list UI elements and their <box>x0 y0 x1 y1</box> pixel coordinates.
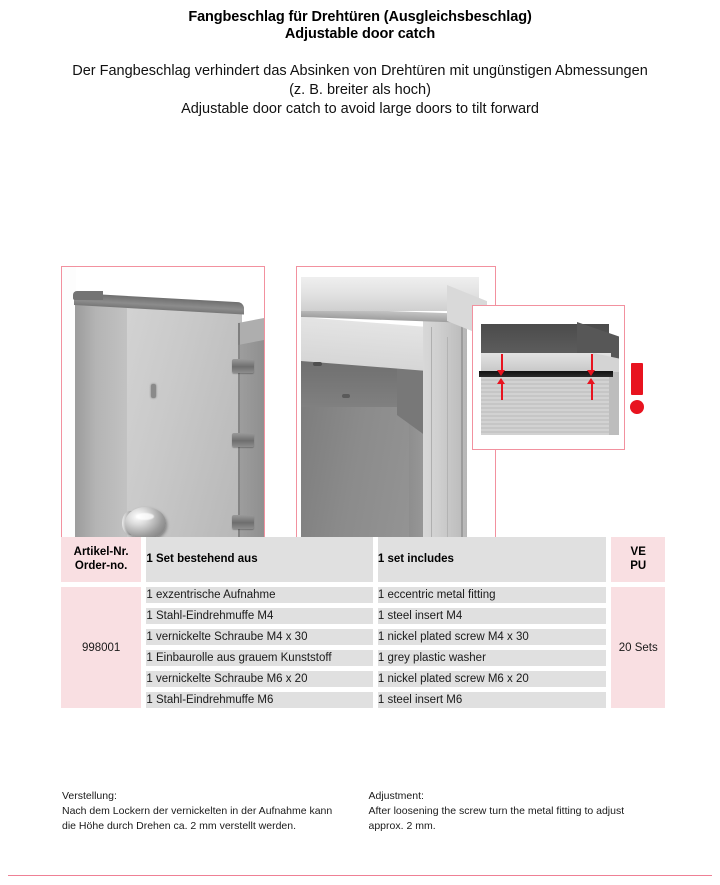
arrow-up-icon <box>587 378 596 400</box>
table-row <box>61 608 665 624</box>
header-pack-unit <box>611 537 665 582</box>
parts-table-container <box>61 537 665 708</box>
screw-icon <box>313 362 322 366</box>
header-set-en: 1 set includes <box>378 537 606 582</box>
table-row <box>61 629 665 645</box>
note-german-line1: Nach dem Lockern der vernickelten in der Aufnahme kann <box>62 805 333 817</box>
page-description <box>0 62 720 119</box>
cell-article-no: 998001 <box>61 587 141 708</box>
cell-part-de: 1 exzentrische Aufnahme <box>146 587 372 603</box>
table-row <box>61 692 665 708</box>
figure-strip <box>0 119 720 489</box>
cell-part-en: 1 eccentric metal fitting <box>378 587 606 603</box>
header-article-line2: Order-no. <box>74 559 128 572</box>
header-article-no <box>61 537 141 582</box>
description-de-line1: Der Fangbeschlag verhindert das Absinken von Drehtüren mit ungünstigen Abmessungen <box>72 63 648 79</box>
cell-part-de: 1 Stahl-Eindrehmuffe M6 <box>146 692 372 708</box>
cell-part-de: 1 vernickelte Schraube M4 x 30 <box>146 629 372 645</box>
note-english-line1: After loosening the screw turn the metal fitting to adjust <box>368 805 625 817</box>
cell-part-de: 1 vernickelte Schraube M6 x 20 <box>146 671 372 687</box>
cell-part-de: 1 Stahl-Eindrehmuffe M4 <box>146 608 372 624</box>
header-pu-line1: VE <box>630 546 646 558</box>
table-row <box>61 587 665 603</box>
description-en: Adjustable door catch to avoid large doors to tilt forward <box>181 101 539 117</box>
table-row <box>61 671 665 687</box>
cell-part-de: 1 Einbaurolle aus grauem Kunststoff <box>146 650 372 666</box>
parts-table <box>61 537 665 708</box>
eccentric-knob-icon <box>125 507 166 539</box>
photo-gap-detail-content <box>473 306 624 449</box>
cell-pack-unit: 20 Sets <box>611 587 665 708</box>
cell-part-en: 1 nickel plated screw M4 x 30 <box>378 629 606 645</box>
note-german <box>62 789 366 834</box>
cell-part-en: 1 steel insert M4 <box>378 608 606 624</box>
cell-part-en: 1 grey plastic washer <box>378 650 606 666</box>
page-header <box>0 0 720 119</box>
note-english-line2: approx. 2 mm. <box>368 820 436 832</box>
note-german-title: Verstellung: <box>62 790 117 802</box>
screw-hole-icon <box>151 384 156 398</box>
photo-gap-detail <box>472 305 625 450</box>
header-article-line1: Artikel-Nr. <box>73 546 129 558</box>
page-bottom-rule <box>8 875 712 876</box>
page-title-en: Adjustable door catch <box>284 26 436 42</box>
page-title-de: Fangbeschlag für Drehtüren (Ausgleichsbeschlag) <box>188 9 532 25</box>
description-de-line2: (z. B. breiter als hoch) <box>289 82 431 98</box>
note-english-title: Adjustment: <box>368 790 424 802</box>
note-german-line2: die Höhe durch Drehen ca. 2 mm verstellt werden. <box>62 820 297 832</box>
arrow-up-icon <box>497 378 506 400</box>
header-pu-line2: PU <box>630 559 647 572</box>
arrow-down-icon <box>587 354 596 376</box>
table-header-row <box>61 537 665 582</box>
cell-part-en: 1 nickel plated screw M6 x 20 <box>378 671 606 687</box>
screw-icon <box>342 394 350 398</box>
footer-notes <box>62 789 672 834</box>
note-english <box>366 789 673 834</box>
cell-part-en: 1 steel insert M6 <box>378 692 606 708</box>
header-set-de: 1 Set bestehend aus <box>146 537 372 582</box>
arrow-down-icon <box>497 354 506 376</box>
exclamation-mark-icon <box>630 363 644 415</box>
table-row <box>61 650 665 666</box>
